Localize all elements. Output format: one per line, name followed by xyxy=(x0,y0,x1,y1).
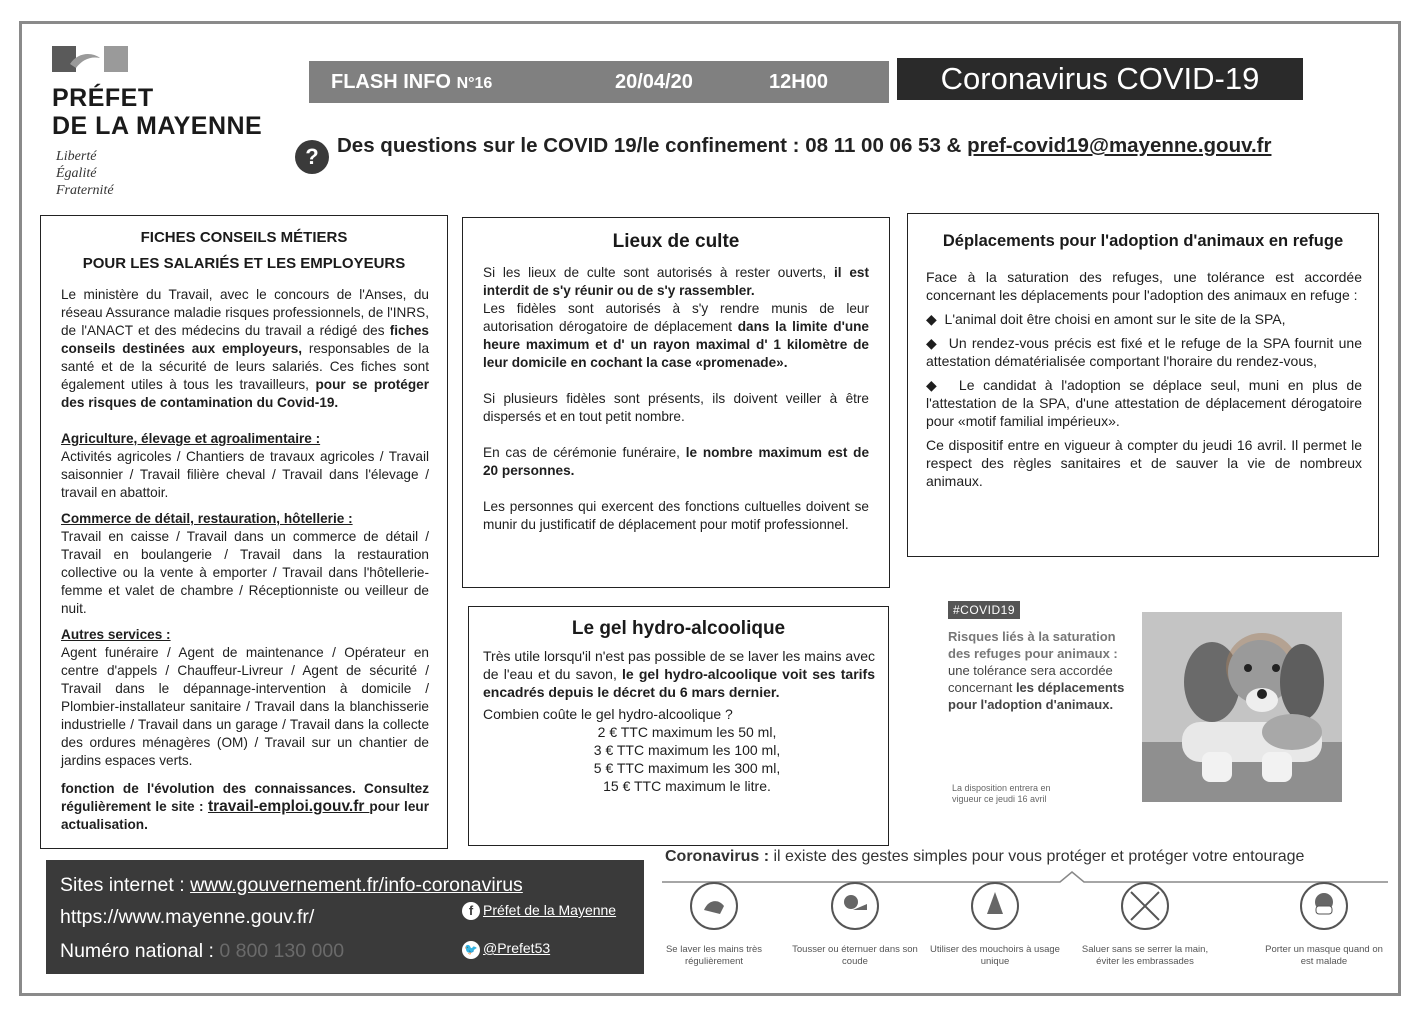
mayenne-link[interactable]: https://www.mayenne.gouv.fr/ xyxy=(60,906,315,928)
twitter-icon: 🐦 xyxy=(462,941,480,959)
mask-icon xyxy=(1300,882,1348,930)
culte-p3: Si plusieurs fidèles sont présents, ils doivent veiller à être dispersés et en tout petit nombre. xyxy=(483,391,869,424)
adoption-box xyxy=(907,213,1379,557)
sec1-title: Agriculture, élevage et agroalimentaire : xyxy=(61,431,321,446)
gouvernement-link[interactable]: www.gouvernement.fr/info-coronavirus xyxy=(190,874,523,896)
gel-question: Combien coûte le gel hydro-alcoolique ? xyxy=(483,706,733,722)
gel-price: 2 € TTC maximum les 50 ml, xyxy=(597,724,777,740)
gel-p1: Très utile lorsqu'il n'est pas possible de se laver les mains avec de l'eau et du savon, le gel hydro-alcoolique voit ses tarifs encadrés depuis le décret du 6 mars dernier. xyxy=(483,648,875,700)
flash-info-bar xyxy=(309,61,889,103)
cough-elbow-icon xyxy=(831,882,879,930)
adoption-intro: Face à la saturation des refuges, une tolérance est accordée concernant les déplacements pour l'adoption des animaux en refuge : xyxy=(926,269,1362,303)
numero-national: Numéro national : 0 800 130 000 xyxy=(60,940,345,962)
sites-internet: Sites internet : www.gouvernement.fr/info-coronavirus xyxy=(60,874,523,896)
gel-title: Le gel hydro-alcoolique xyxy=(571,618,786,639)
adoption-title: Déplacements pour l'adoption d'animaux en refuge xyxy=(942,232,1344,250)
twitter-link[interactable]: 🐦 @Prefet53 xyxy=(462,940,550,959)
geste-salut: Saluer sans se serrer la main, éviter les embrassades xyxy=(1080,882,1210,968)
covid19-hashtag: #COVID19 xyxy=(948,601,1020,619)
flash-date: 20/04/20 xyxy=(615,70,693,93)
email-link[interactable]: pref-covid19@mayenne.gouv.fr xyxy=(967,134,1272,157)
ad-small-note: La disposition entrera en vigueur ce jeudi 16 avril xyxy=(952,783,1051,804)
adoption-bullet: ◆ L'animal doit être choisi en amont sur le site de la SPA, xyxy=(926,311,1286,327)
dog-photo xyxy=(1142,612,1342,802)
culte-p5: Les personnes qui exercent des fonctions cultuelles doivent se munir du justificatif de déplacement pour motif professionnel. xyxy=(483,499,869,532)
sec3-text: Agent funéraire / Agent de maintenance / Opérateur en centre d'appels / Chauffeur-Livreur / Agent de sécurité / Travail dans le dépannage-intervention à domicile / Plombier-installateur sanitaire / Travail dans la blanchisserie industrielle / Travail dans un garage / Travail dans la collecte des ordures ménagères (OM) / Travail sur un chantier de jardins espaces verts. xyxy=(61,645,429,768)
sec1-text: Activités agricoles / Chantiers de travaux agricoles / Travail saisonnier / Travail filière cheval / Travail dans l'élevage / travail en abattoir. xyxy=(61,449,429,500)
no-handshake-icon xyxy=(1121,882,1169,930)
sec2-title: Commerce de détail, restauration, hôtellerie : xyxy=(61,511,353,526)
sec2-text: Travail en caisse / Travail dans un commerce de détail / Travail en boulangerie / Travail dans la restauration collective ou la vente à emporter / Travail dans l'hôtellerie-femme et valet de chambre / Réceptionniste ou veilleur de nuit. xyxy=(61,529,429,616)
flash-label: FLASH INFO N°16 xyxy=(331,70,493,93)
culte-title: Lieux de culte xyxy=(612,231,740,252)
fiches-intro: Le ministère du Travail, avec le concours de l'Anses, du réseau Assurance maladie risques professionnels, de l'INRS, de l'ANACT et des médecins du travail a rédigé des fiches conseils destinées aux employeurs, responsables de la santé et de la sécurité de leurs salariés. Ces fiches sont également utiles à tous les travailleurs, pour se protéger des risques de contamination du Covid-19. xyxy=(61,287,430,410)
sec3-title: Autres services : xyxy=(61,627,171,642)
footer-links xyxy=(46,860,644,974)
tissue-icon xyxy=(971,882,1019,930)
fiches-title-1: FICHES CONSEILS MÉTIERS xyxy=(140,229,348,246)
gestes-title: Coronavirus : il existe des gestes simples pour vous protéger et protéger votre entourage xyxy=(665,848,1305,865)
flash-time: 12H00 xyxy=(769,70,828,93)
facebook-icon: f xyxy=(462,902,480,920)
lieux-de-culte-box xyxy=(462,217,890,588)
adoption-bullet: ◆ Un rendez-vous précis est fixé et le refuge de la SPA fournit une attestation dématérialisée comportant l'horaire du rendez-vous, xyxy=(926,335,1362,369)
adoption-bullet: ◆ Le candidat à l'adoption se déplace seul, muni en plus de l'attestation de la SPA, d'une attestation de déplacement dérogatoire pour «motif familial impérieux». xyxy=(926,377,1362,429)
travail-emploi-link[interactable]: travail-emploi.gouv.fr xyxy=(207,798,370,815)
marianne-logo xyxy=(52,46,128,72)
question-icon: ? xyxy=(295,140,329,174)
geste-coude: Tousser ou éternuer dans son coude xyxy=(790,882,920,968)
geste-mouchoir: Utiliser des mouchoirs à usage unique xyxy=(930,882,1060,968)
ad-text: Risques liés à la saturation des refuges pour animaux : une tolérance sera accordée concernant les déplacements pour l'adoption d'animaux. xyxy=(948,629,1125,712)
geste-masque: Porter un masque quand on est malade xyxy=(1259,882,1389,968)
gel-price: 15 € TTC maximum le litre. xyxy=(603,778,771,794)
fiches-conseils-box xyxy=(40,215,448,849)
adoption-closing: Ce dispositif entre en vigueur à compter du jeudi 16 avril. Il permet le respect des règles sanitaires et de sauver la vie de nombreux animaux. xyxy=(926,437,1362,489)
question-line: Des questions sur le COVID 19/le confinement : 08 11 00 06 53 & pref-covid19@mayenne.gouv.fr xyxy=(337,134,1272,157)
culte-p2: Les fidèles sont autorisés à s'y rendre munis de leur autorisation dérogatoire de déplacement dans la limite d'une heure maximum et d' un rayon maximal d' 1 kilomètre de leur domicile en cochant la case «promenade». xyxy=(483,301,869,370)
culte-p1: Si les lieux de culte sont autorisés à rester ouverts, il est interdit de s'y réunir ou de s'y rassembler. xyxy=(483,265,869,298)
gel-box xyxy=(468,606,889,846)
gel-price: 5 € TTC maximum les 300 ml, xyxy=(593,760,781,776)
prefet-title: PRÉFET DE LA MAYENNE xyxy=(52,84,263,140)
gel-price: 3 € TTC maximum les 100 ml, xyxy=(593,742,781,758)
culte-p4: En cas de cérémonie funéraire, le nombre maximum est de 20 personnes. xyxy=(483,445,870,478)
facebook-link[interactable]: f Préfet de la Mayenne xyxy=(462,902,616,920)
fiches-title-2: POUR LES SALARIÉS ET LES EMPLOYEURS xyxy=(82,255,406,272)
devise: Liberté Égalité Fraternité xyxy=(56,149,114,198)
fiches-closing: fonction de l'évolution des connaissances. Consultez régulièrement le site : travail-emploi.gouv.fr pour leur actualisation. xyxy=(61,781,429,832)
handwash-icon xyxy=(690,882,738,930)
covid-title: Coronavirus COVID-19 xyxy=(897,58,1303,100)
geste-lavage: Se laver les mains très régulièrement xyxy=(649,882,779,968)
